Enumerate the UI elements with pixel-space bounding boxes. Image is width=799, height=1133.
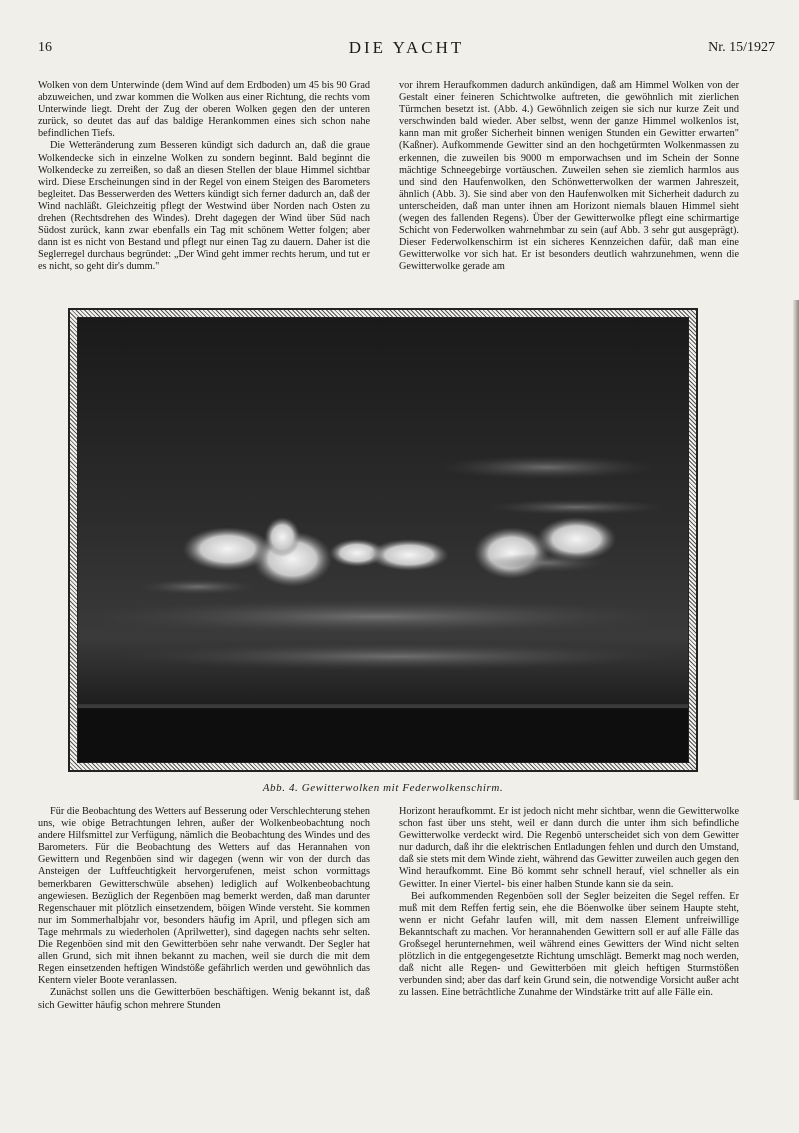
bottom-right-column [399,806,739,1000]
paragraph: Horizont heraufkommt. Er ist jedoch nicht mehr sichtbar, wenn die Gewitterwolke schon fast über uns steht, weil er dann durch die unter ihm sich befindliche Gewitterwolke verdeckt wird. Die Regenbö unterscheidet sich von dem Gewitter nur dadurch, daß ihr die elektrischen Entladungen fehlen und durch den Umstand, daß sie stets mit dem Winde zieht, während das Gewitter zuweilen auch gegen den Wind heraufkommt. Eine Bö kommt sehr schnell herauf, viel schneller als ein Gewitter. In einer Viertel- bis einer halben Stunde kann sie da sein. [399,806,739,890]
page-edge-shadow [793,300,799,800]
paragraph: Für die Beobachtung des Wetters auf Besserung oder Verschlechterung stehen uns, wie obige Betrachtungen lehren, außer der Wolkenbeobachtung noch andere Hilfsmittel zur Verfügung, nämlich die Beobachtung des Windes und des Barometers. Für die Beobachtung des Wetters auf das Herannahen von Gewittern und Regenböen sind wir dagegen (wenn wir von der durch das Ansteigen der Luftfeuchtigkeit hervorgerufenen, meist schon vormittags bemerkbaren Gewitterschwüle absehen) lediglich auf Wolkenbeobachtung angewiesen. Bezüglich der Regenböen mag bemerkt werden, daß man darunter Regenschauer mit plötzlich einsetzendem, böigen Winde versteht. Sie kommen nur im Sommerhalbjahr vor, besonders häufig im April, und pflegen sich am Tage mehrmals zu wiederholen (Aprilwetter), sind dagegen nachts sehr selten. Die Regenböen sind mit den Gewitterböen sehr nahe verwandt. Der Segler hat allen Grund, sich mit ihnen bekannt zu machen, weil sie durch die mit dem Regen einsetzenden heftigen Windstöße gefährlich werden und gewöhnlich das Kentern vieler Boote veranlassen. [38,806,370,987]
paragraph: Wolken von dem Unterwinde (dem Wind auf dem Erdboden) um 45 bis 90 Grad abzuweichen, und zwar kommen die Wolken aus einer Richtung, die rechts vom Unterwinde liegt. Dreht der Zug der oberen Wolken gegen den der unteren zurück, so deutet das auf das baldige Herankommen eines sich schon nahe befindlichen Tiefs. [38,80,370,140]
top-right-column [399,80,739,274]
paragraph: vor ihrem Heraufkommen dadurch ankündigen, daß am Himmel Wolken von der Gestalt einer feineren Schichtwolke auftreten, die gewöhnlich mit zierlichen Türmchen besetzt ist. (Abb. 4.) Gewöhnlich zeigen sie sich nur kurze Zeit und verschwinden bald wieder. Aber selbst, wenn der ganze Himmel wolkenlos ist, kann man mit großer Sicherheit binnen wenigen Stunden ein Gewitter erwarten" (Kaßner). Aufkommende Gewitter sind an den hochgetürmten Wolkenmassen zu erkennen, die zuweilen bis 9000 m emporwachsen und im Schein der Sonne mächtige Schneegebirge vortäuschen. Zuweilen sehen sie ziemlich harmlos aus und sind den Haufenwolken, den Schönwetterwolken der warmen Jahreszeit, ähnlich (Abb. 3). Sie sind aber von den Haufenwolken mit Sicherheit dadurch zu unterscheiden, daß man unter ihnen am Horizont niemals blauen Himmel sieht (wegen des fallenden Regens). Über der Gewitterwolke pflegt eine schirmartige Schicht von Federwolken wahrnehmbar zu sein (auf Abb. 3 sehr gut ausgeprägt). Dieser Federwolkenschirm ist ein sicheres Kennzeichen dafür, daß man eine Gewitterwolke vor sich hat. Er ist besonders deutlich wahrzunehmen, wenn die Gewitterwolke gerade am [399,80,739,273]
issue-number: Nr. 15/1927 [708,40,775,55]
photo-frame [68,308,698,772]
paragraph: Zunächst sollen uns die Gewitterböen beschäftigen. Wenig bekannt ist, daß sich Gewitter häufig schon mehrere Stunden [38,987,370,1011]
paragraph: Bei aufkommenden Regenböen soll der Segler beizeiten die Segel reffen. Er muß mit dem Reffen fertig sein, ehe die Böenwolke über seinem Haupte steht, wenn er nicht Gefahr laufen will, mit dem nassen Element unfreiwillige Bekanntschaft zu machen. Vor herannahenden Gewittern soll er auf alle Fälle das Großsegel herunternehmen, weil während eines Gewitters der Wind nicht selten plötzlich in die entgegengesetzte Richtung umschlägt. Bemerkt mag noch werden, daß nicht alle Regen- und Gewitterböen mit gleich heftigen Sturmstößen verbunden sind; aber das darf kein Grund sein, die notwendige Vorsicht außer acht zu lassen. Eine beträchtliche Zunahme der Windstärke tritt auf alle Fälle ein. [399,890,739,999]
paragraph: Die Wetteränderung zum Besseren kündigt sich dadurch an, daß die graue Wolkendecke sich in einzelne Wolken zu sondern beginnt. Bald beginnt die Wolkendecke zu zerreißen, so daß an diesen Stellen der blaue Himmel sichtbar wird. Diese Erscheinungen sind in der Regel von einem Steigen des Barometers begleitet. Das Besserwerden des Wetters kündigt sich ferner dadurch an, daß der Wind nachläßt. Gleichzeitig pflegt der Westwind über Norden nach Osten zu drehen (Rechtsdrehen des Windes). Dreht dagegen der Wind über Süd nach Südost zurück, kann zwar ebenfalls ein Tag mit schönem Wetter folgen; aber dann ist es nicht von Bestand und pflegt nur einen Tag zu dauern. Daher ist die Seglerregel durchaus begründet: „Der Wind geht immer rechts herum, und tut er es nicht, so geht dir's dumm." [38,140,370,273]
running-title: DIE YACHT [348,38,465,57]
bottom-left-column [38,806,370,1012]
page-header [38,40,775,62]
page-number: 16 [38,40,52,55]
storm-clouds-photo [77,317,689,763]
figure-caption: Abb. 4. Gewitterwolken mit Federwolkenschirm. [262,782,504,794]
top-left-column [38,80,370,274]
